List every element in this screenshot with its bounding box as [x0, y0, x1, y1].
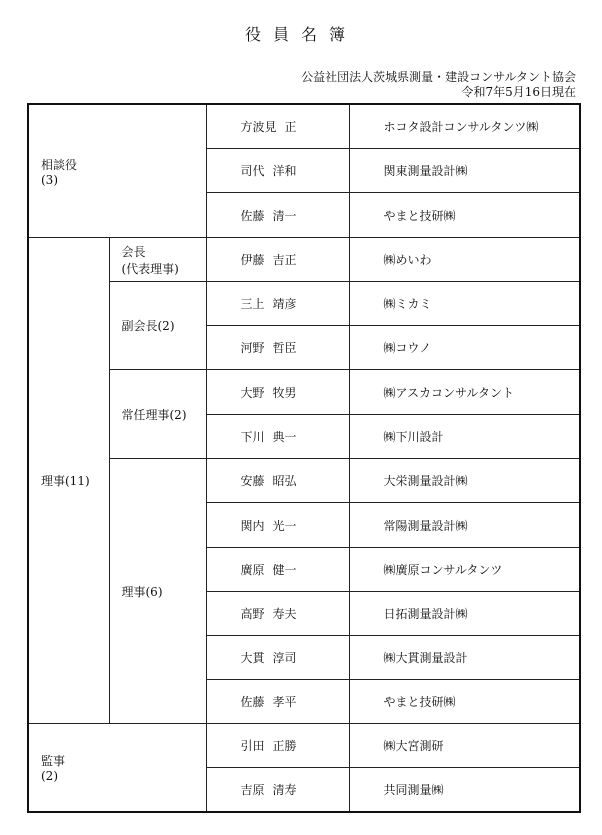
- table-row: [28, 370, 580, 415]
- member-company: ㈱大貫測量設計: [349, 636, 580, 680]
- group-auditors: 監事 (2): [28, 724, 206, 813]
- member-name: 吉原 清寿: [206, 768, 349, 813]
- member-company: ㈱ミカミ: [349, 282, 580, 326]
- member-name: 廣原 健一: [206, 548, 349, 592]
- table-row: [28, 724, 580, 768]
- member-name: 伊藤 吉正: [206, 238, 349, 282]
- table-row: [28, 104, 580, 149]
- member-company: 大栄測量設計㈱: [349, 459, 580, 503]
- subgroup-directors: 理事(6): [109, 459, 206, 724]
- as-of-date: 令和7年5月16日現在: [461, 85, 576, 99]
- member-company: やまと技研㈱: [349, 193, 580, 238]
- member-name: 下川 典一: [206, 415, 349, 459]
- member-company: ㈱アスカコンサルタント: [349, 370, 580, 415]
- officer-roster-table: [27, 103, 581, 813]
- organization-name: 公益社団法人茨城県測量・建設コンサルタント協会: [301, 70, 576, 84]
- member-name: 関内 光一: [206, 503, 349, 548]
- member-company: ㈱コウノ: [349, 326, 580, 370]
- member-name: 安藤 昭弘: [206, 459, 349, 503]
- group-advisors: 相談役 (3): [28, 104, 206, 238]
- member-name: 佐藤 清一: [206, 193, 349, 238]
- subgroup-vice-chairman: 副会長(2): [109, 282, 206, 370]
- member-company: やまと技研㈱: [349, 680, 580, 724]
- subgroup-executive-directors: 常任理事(2): [109, 370, 206, 459]
- organization-header: [301, 70, 576, 100]
- member-company: 日拓測量設計㈱: [349, 592, 580, 636]
- subgroup-chairman: 会長 (代表理事): [109, 238, 206, 282]
- member-company: 共同測量㈱: [349, 768, 580, 813]
- member-name: 三上 靖彦: [206, 282, 349, 326]
- member-name: 河野 哲臣: [206, 326, 349, 370]
- member-company: 常陽測量設計㈱: [349, 503, 580, 548]
- table-row: [28, 282, 580, 326]
- table-row: [28, 459, 580, 503]
- member-company: ㈱廣原コンサルタンツ: [349, 548, 580, 592]
- group-directors: 理事(11): [28, 238, 109, 724]
- member-company: ㈱めいわ: [349, 238, 580, 282]
- member-company: 関東測量設計㈱: [349, 149, 580, 193]
- member-name: 大野 牧男: [206, 370, 349, 415]
- page-title: 役員名簿: [244, 25, 357, 44]
- member-name: 方波見 正: [206, 104, 349, 149]
- member-name: 高野 寿夫: [206, 592, 349, 636]
- member-company: ホコタ設計コンサルタンツ㈱: [349, 104, 580, 149]
- member-name: 大貫 淳司: [206, 636, 349, 680]
- member-name: 司代 洋和: [206, 149, 349, 193]
- member-name: 佐藤 孝平: [206, 680, 349, 724]
- member-company: ㈱下川設計: [349, 415, 580, 459]
- member-name: 引田 正勝: [206, 724, 349, 768]
- table-row: [28, 238, 580, 282]
- member-company: ㈱大宮測研: [349, 724, 580, 768]
